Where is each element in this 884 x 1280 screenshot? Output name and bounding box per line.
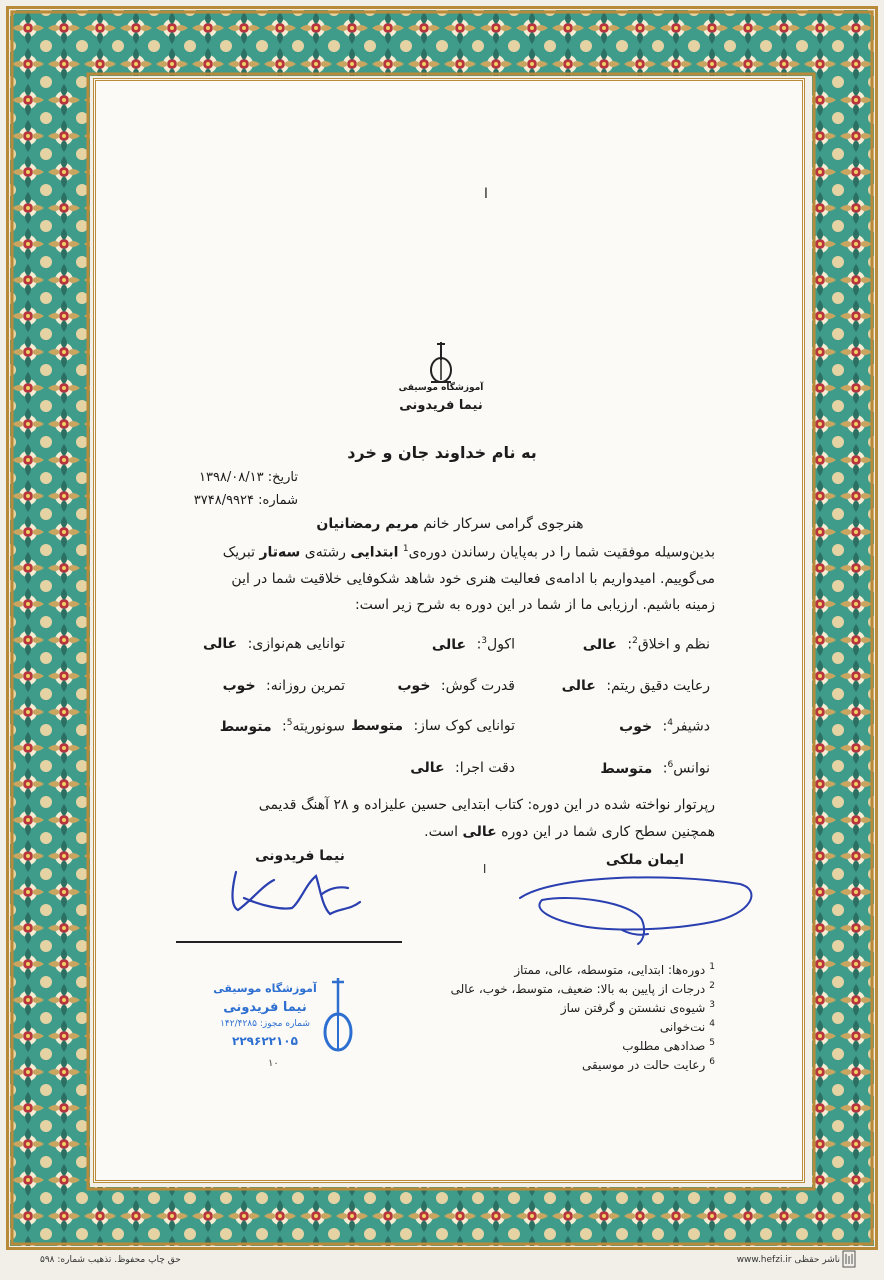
footnote-number: 6 bbox=[709, 1057, 715, 1067]
evaluation-footnote-ref: 2 bbox=[632, 636, 638, 646]
evaluation-label: تمرین روزانه: bbox=[265, 678, 345, 694]
evaluation-value: عالی bbox=[431, 636, 467, 653]
student-name: مریم رمضانیان bbox=[316, 516, 419, 532]
evaluation-value: متوسط bbox=[351, 718, 403, 734]
evaluation-item: سونوریته$^5$: متوسط bbox=[219, 718, 345, 735]
footnote-number: 2 bbox=[709, 981, 715, 991]
stamp-line-1: آموزشگاه موسیقی bbox=[213, 982, 317, 995]
footer-copyright: حق چاپ محفوظ. تذهیب شماره: ۵۹۸ bbox=[40, 1255, 181, 1265]
evaluation-label: قدرت گوش: bbox=[440, 678, 515, 694]
footer-publisher: ناشر حقظی www.hefzi.ir bbox=[736, 1255, 840, 1265]
footnote-item bbox=[660, 1019, 715, 1034]
signer-right-name: ایمان ملکی bbox=[605, 852, 685, 868]
repertoire: رپرتوار نواخته شده در این دوره: کتاب ابتدایی حسین علیزاده و ۲۸ آهنگ قدیمی bbox=[258, 797, 715, 813]
evaluation-item: دشیفر$^4$: خوب bbox=[619, 718, 710, 735]
evaluation-item: نوانس$^6$: متوسط bbox=[600, 760, 710, 777]
logo-line-2: نیما فریدونی bbox=[399, 398, 483, 413]
footnote-text: شیوه‌ی نشستن و گرفتن ساز bbox=[560, 1001, 706, 1015]
date-value: ۱۳۹۸/۰۸/۱۳ bbox=[198, 470, 264, 485]
evaluation-value: عالی bbox=[410, 760, 445, 776]
evaluation-value: عالی bbox=[582, 636, 617, 653]
p1-text-a: بدین‌وسیله موفقیت شما را در به‌پایان رساندن دوره‌ی bbox=[408, 544, 715, 561]
evaluation-value: متوسط bbox=[600, 760, 653, 777]
evaluation-label: دشیفر bbox=[673, 718, 710, 735]
footnote-item bbox=[622, 1038, 715, 1053]
evaluation-item bbox=[410, 760, 515, 776]
summary-text-b: است. bbox=[424, 824, 458, 840]
evaluation-footnote-ref: 5 bbox=[286, 718, 293, 728]
date-label: تاریخ: bbox=[267, 470, 298, 485]
p1-footnote-ref: 1 bbox=[402, 544, 409, 554]
footnote-item bbox=[582, 1057, 715, 1072]
number-line bbox=[180, 493, 298, 508]
footnote-text: صدادهی مطلوب bbox=[622, 1039, 706, 1053]
footnote-item bbox=[451, 981, 715, 996]
number-value: ۳۷۴۸/۹۹۲۴ bbox=[193, 493, 255, 508]
greeting-prefix: هنرجوی گرامی سرکار خانم bbox=[423, 516, 584, 532]
small-mark: ﺍ bbox=[483, 862, 487, 876]
footnote-number: 3 bbox=[709, 1000, 715, 1010]
evaluation-footnote-ref: 6 bbox=[667, 760, 674, 770]
signature-right bbox=[512, 870, 762, 950]
evaluation-label: دقت اجرا: bbox=[455, 760, 515, 776]
logo-line-1: آموزشگاه موسیقی bbox=[398, 383, 484, 393]
p1-level: ابتدایی bbox=[350, 544, 399, 561]
number-label: شماره: bbox=[258, 493, 298, 508]
evaluation-label: سونوریته bbox=[292, 718, 345, 735]
signature-left bbox=[222, 858, 362, 928]
top-mark: ﺍ bbox=[484, 186, 488, 202]
p1-text-c: تبریک bbox=[222, 544, 255, 561]
summary-line bbox=[200, 824, 715, 840]
footnote-text: نت‌خوانی bbox=[659, 1020, 706, 1034]
evaluation-label: اکول bbox=[487, 636, 515, 653]
evaluation-value: متوسط bbox=[219, 718, 272, 735]
footnote-item bbox=[514, 962, 715, 977]
signer-left-name: نیما فریدونی bbox=[255, 848, 345, 864]
footnote-number: 4 bbox=[709, 1019, 715, 1029]
footnote-text: رعایت حالت در موسیقی bbox=[582, 1058, 706, 1072]
summary-text-a: همچنین سطح کاری شما در این دوره bbox=[501, 824, 715, 840]
stamp-line-4: ۲۲۹۶۲۲۱۰۵ bbox=[232, 1034, 298, 1048]
evaluation-value: عالی bbox=[202, 636, 238, 652]
footnote-number: 1 bbox=[709, 962, 715, 972]
evaluation-item bbox=[223, 678, 345, 694]
footnote-text: دوره‌ها: ابتدایی، متوسطه، عالی، ممتاز bbox=[514, 963, 706, 977]
evaluation-item bbox=[203, 636, 345, 652]
letter-paper bbox=[93, 78, 805, 1183]
p1-instrument: سه‌تار bbox=[259, 544, 301, 561]
p1-text-b: رشته‌ی bbox=[304, 544, 346, 561]
stamp-line-2: نیما فریدونی bbox=[223, 1000, 307, 1015]
evaluation-item: اکول$^3$: عالی bbox=[431, 636, 515, 653]
signature-divider bbox=[176, 941, 402, 943]
evaluation-value: عالی bbox=[561, 678, 596, 694]
greeting bbox=[300, 516, 600, 532]
heading-basmala: به نام خداوند جان و خرد bbox=[347, 443, 537, 462]
evaluation-footnote-ref: 3 bbox=[481, 636, 488, 646]
evaluation-value: خوب bbox=[397, 678, 431, 694]
date-line bbox=[180, 470, 298, 485]
evaluation-label: توانایی هم‌نوازی: bbox=[247, 636, 345, 652]
evaluation-value: خوب bbox=[222, 678, 256, 694]
footnote-number: 5 bbox=[709, 1038, 715, 1048]
paragraph-line-2: می‌گوییم. امیدواریم با ادامه‌ی فعالیت هنری خود شاهد شکوفایی خلاقیت شما در این bbox=[231, 571, 715, 587]
evaluation-value: خوب bbox=[619, 718, 653, 735]
evaluation-item: نظم و اخلاق$^2$: عالی bbox=[582, 636, 710, 653]
setar-logo-icon bbox=[423, 340, 459, 384]
summary-level: عالی bbox=[462, 824, 497, 840]
footnote-text: درجات از پایین به بالا: ضعیف، متوسط، خوب، عالی bbox=[450, 982, 706, 996]
evaluation-item bbox=[397, 678, 515, 694]
stamp-line-3: شماره مجوز: ۱۴۲/۴۲۸۵ bbox=[220, 1019, 310, 1029]
evaluation-label: رعایت دقیق ریتم: bbox=[606, 678, 710, 694]
evaluation-footnote-ref: 4 bbox=[667, 718, 673, 728]
paragraph-line-1 bbox=[200, 544, 715, 561]
stamp-below: ۱۰ bbox=[268, 1058, 279, 1069]
evaluation-label: نظم و اخلاق bbox=[637, 636, 710, 653]
evaluation-item bbox=[351, 718, 515, 734]
footnote-item bbox=[561, 1000, 715, 1015]
evaluation-item bbox=[562, 678, 710, 694]
publisher-logo-icon bbox=[842, 1250, 856, 1268]
evaluation-label: نوانس bbox=[673, 760, 710, 777]
evaluation-label: توانایی کوک ساز: bbox=[413, 718, 515, 734]
paragraph-line-3: زمینه باشیم. ارزیابی ما از شما در این دوره به شرح زیر است: bbox=[354, 597, 715, 613]
stamp-setar-icon bbox=[320, 976, 356, 1056]
